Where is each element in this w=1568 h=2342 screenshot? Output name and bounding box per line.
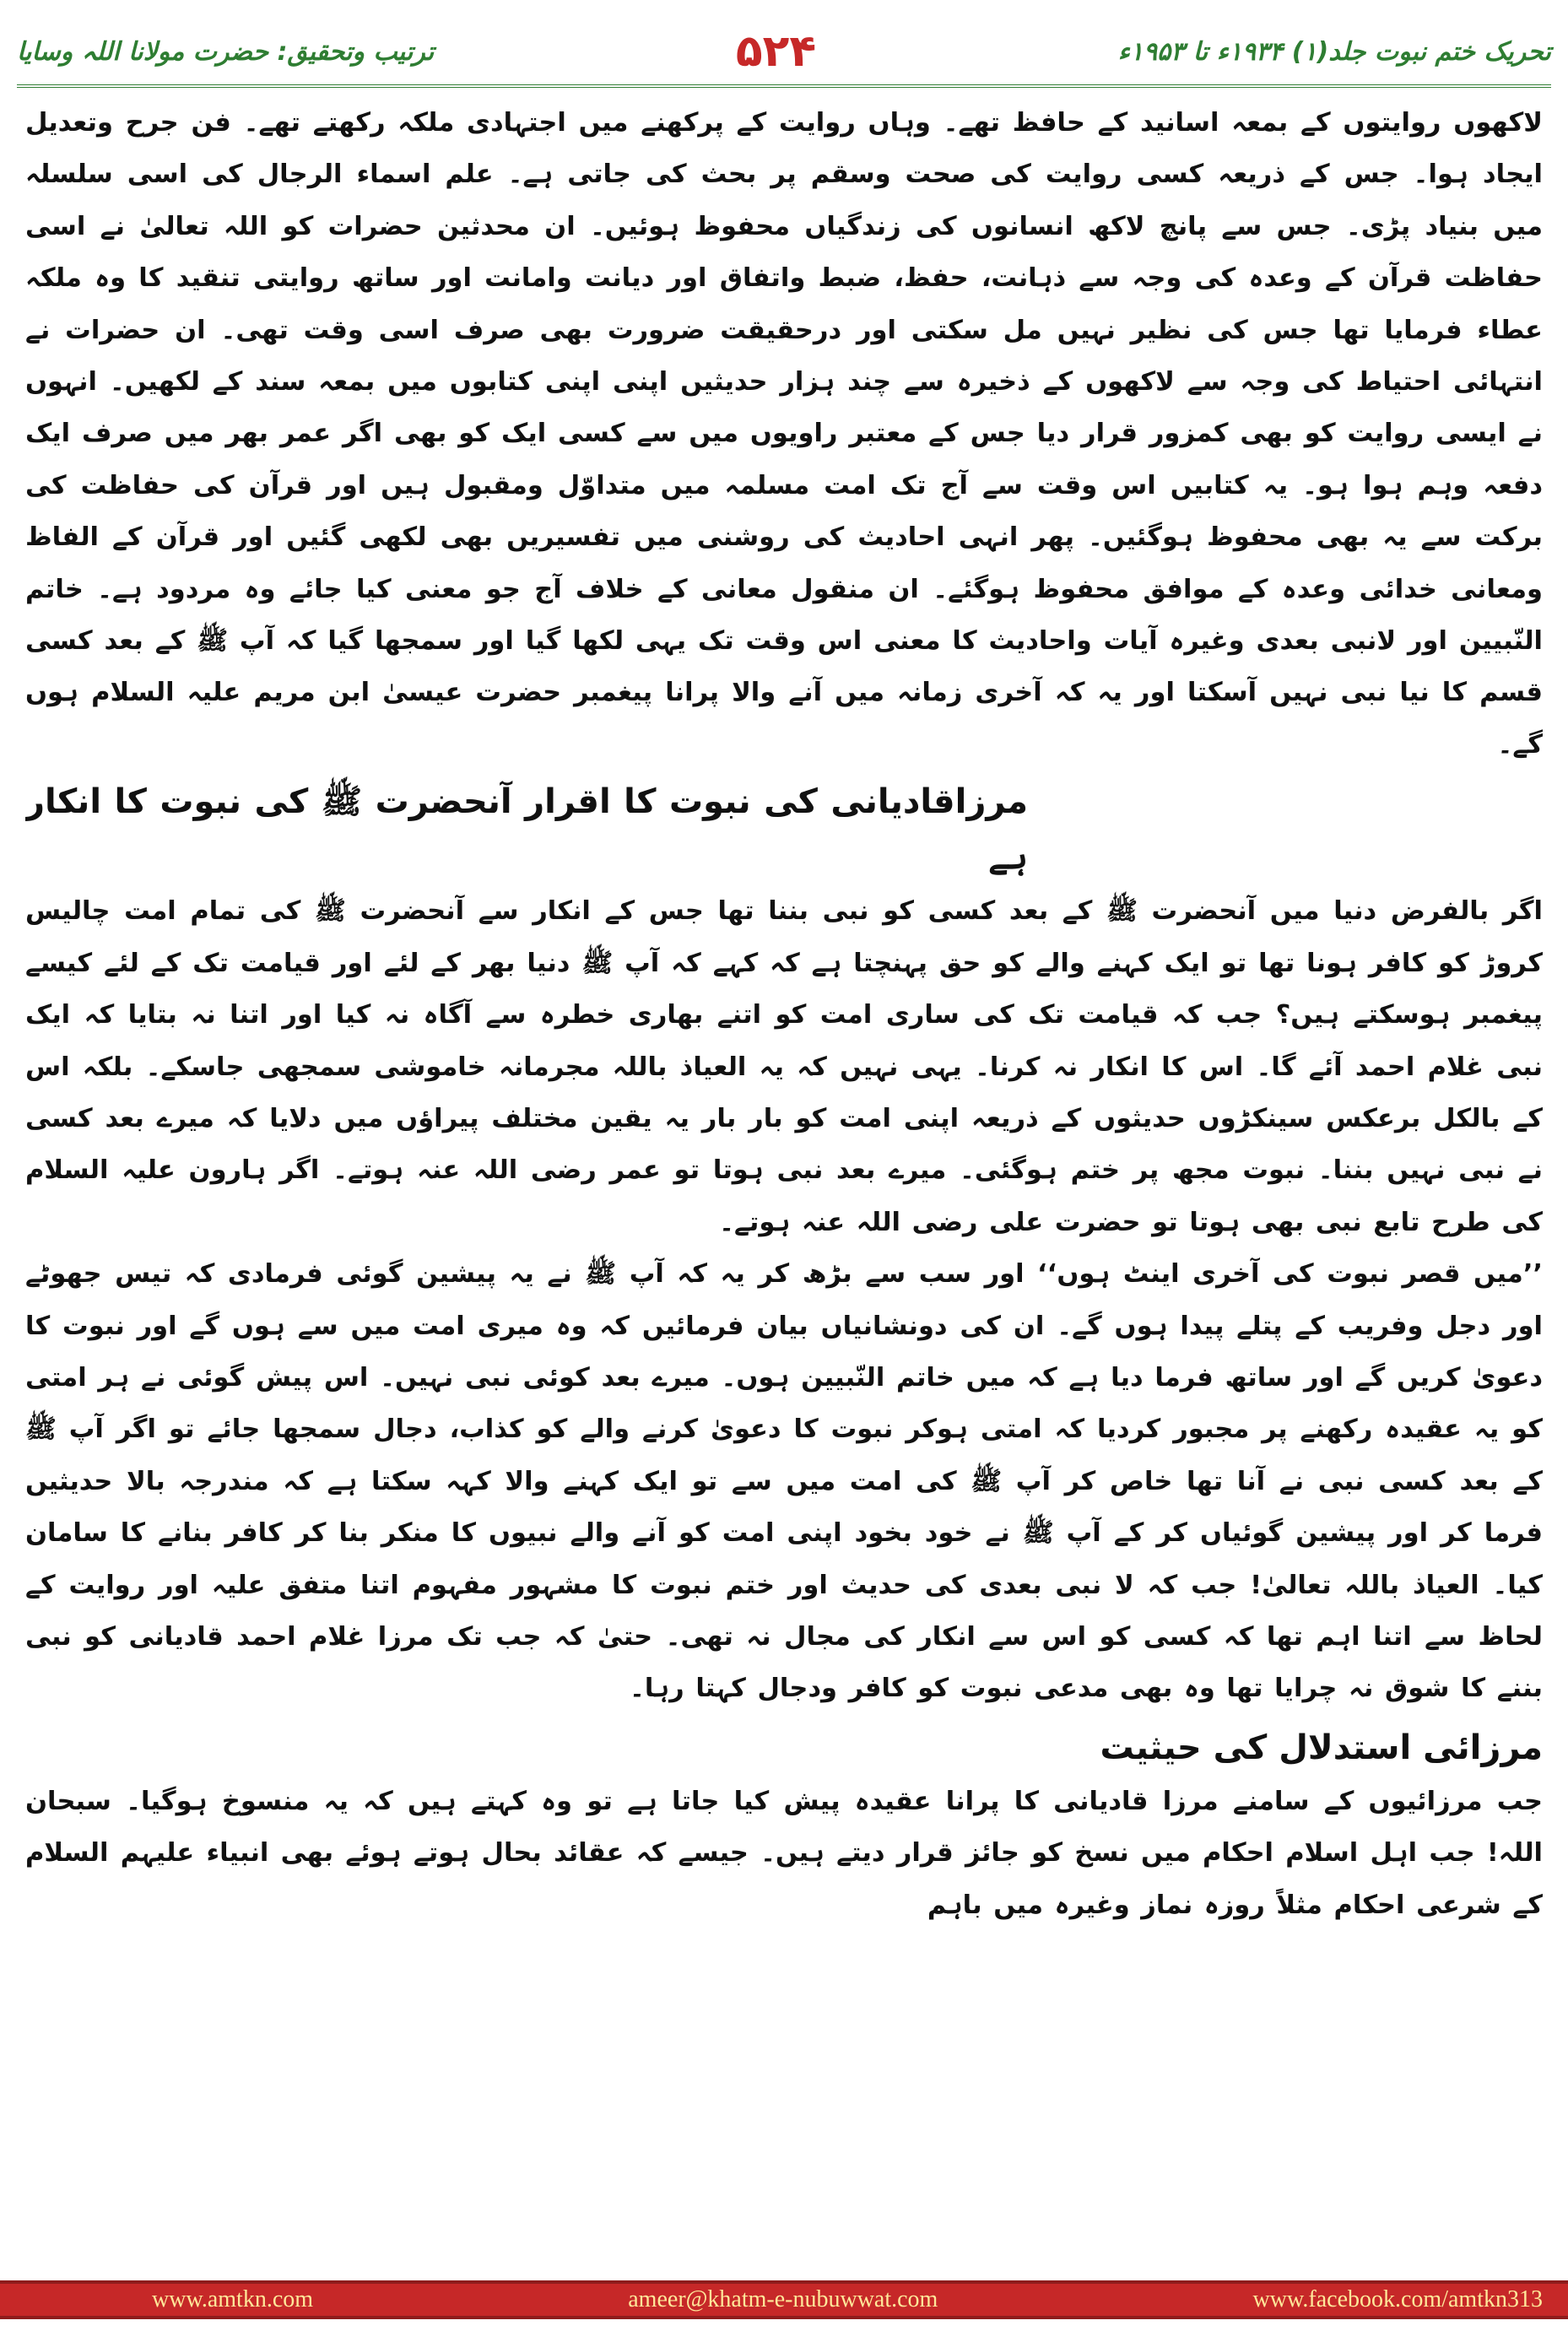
paragraph-prophecy: ’’میں قصر نبوت کی آخری اینٹ ہوں‘‘ اور سب سے بڑھ کر یہ کہ آپ ﷺ نے یہ پیشین گوئی فرمادی کہ تیس جھوٹے اور دجل وفریب کے پتلے پیدا ہوں گے۔ ان کی دونشانیاں بیان فرمائیں کہ وہ میری امت میں سے ہوں گے اور نبوت کا دعویٰ کریں گے اور ساتھ فرما دیا ہے کہ میں خاتم النّبیین ہوں۔ میرے بعد کوئی نبی نہیں۔ اس پیش گوئی نے ہر امتی کو یہ عقیدہ رکھنے پر مجبور کردیا کہ امتی ہوکر نبوت کا دعویٰ کرنے والے کو کذاب، دجال سمجھا جائے تو اگر آپ ﷺ کے بعد کسی نبی نے آنا تھا خاص کر آپ ﷺ کی امت میں سے تو ایک کہنے والا کہہ سکتا ہے کہ مندرجہ بالا حدیثیں فرما کر اور پیشین گوئیاں کر کے آپ ﷺ نے خود بخود اپنی امت کو آنے والے نبیوں کا منکر بنا کر کافر بنانے کا سامان کیا۔ العیاذ باللہ تعالیٰ! جب کہ لا نبی بعدی کی حدیث اور ختم نبوت کا مشہور مفہوم اتنا متفق علیہ اور روایت کے لحاظ سے اتنا اہم تھا کہ کسی کو اس سے انکار کی مجال نہ تھی۔ حتیٰ کہ جب تک مرزا غلام احمد قادیانی کو نبی بننے کا شوق نہ چرایا تھا وہ بھی مدعی نبوت کو کافر ودجال کہتا رہا۔ — [25, 1259, 1543, 1704]
paragraph-argument: اگر بالفرض دنیا میں آنحضرت ﷺ کے بعد کسی کو نبی بننا تھا جس کے انکار سے آنحضرت ﷺ کی تمام امت چالیس کروڑ کو کافر ہونا تھا تو ایک کہنے والے کو حق پہنچتا ہے کہ کہے کہ آپ ﷺ دنیا بھر کے لئے اور قیامت تک کے لئے کیسے پیغمبر ہوسکتے ہیں؟ جب کہ قیامت تک کی ساری امت کو اتنے بھاری خطرہ سے آگاہ نہ کیا اور اتنا نہ بتایا کہ ایک نبی غلام احمد آئے گا۔ اس کا انکار نہ کرنا۔ یہی نہیں کہ یہ العیاذ باللہ مجرمانہ خاموشی سمجھی جاسکے۔ بلکہ اس کے بالکل برعکس سینکڑوں حدیثوں کے ذریعہ اپنی امت کو بار بار یہ یقین مختلف پیراؤں میں دلایا کہ میرے بعد کسی نے نبی نہیں بننا۔ نبوت مجھ پر ختم ہوگئی۔ میرے بعد نبی ہوتا تو عمر رضی اللہ عنہ ہوتے۔ اگر ہارون علیہ السلام کی طرح تابع نبی بھی ہوتا تو حضرت علی رضی اللہ عنہ ہوتے۔ — [25, 896, 1543, 1237]
paragraph-hadith-preservation: لاکھوں روایتوں کے بمعہ اسانید کے حافظ تھے۔ وہاں روایت کے پرکھنے میں اجتہادی ملکہ رکھتے تھے۔ فن جرح وتعدیل ایجاد ہوا۔ جس کے ذریعہ کسی روایت کی صحت وسقم پر بحث کی جاتی ہے۔ علم اسماء الرجال کی اسی سلسلہ میں بنیاد پڑی۔ جس سے پانچ لاکھ انسانوں کی زندگیاں محفوظ ہوئیں۔ ان محدثین حضرات کو اللہ تعالیٰ نے اسی حفاظت قرآن کے وعدہ کی وجہ سے ذہانت، حفظ، ضبط واتفاق اور دیانت وامانت اور ساتھ روایتی تنقید کا وہ ملکہ عطاء فرمایا تھا جس کی نظیر نہیں مل سکتی اور درحقیقت ضرورت بھی صرف اسی وقت تھی۔ ان حضرات نے انتہائی احتیاط کی وجہ سے لاکھوں کے ذخیرہ سے چند ہزار حدیثیں اپنی اپنی کتابوں میں بمعہ سند کے لکھیں۔ انہوں نے ایسی روایت کو بھی کمزور قرار دیا جس کے معتبر راویوں میں سے کسی ایک کو بھی اگر عمر بھر میں صرف ایک دفعہ وہم ہوا ہو۔ یہ کتابیں اس وقت سے آج تک امت مسلمہ میں متداوّل ومقبول ہیں اور قرآن کی حفاظت کی برکت سے یہ بھی محفوظ ہوگئیں۔ پھر انہی احادیث کی روشنی میں تفسیریں بھی لکھی گئیں اور قرآن کے الفاظ ومعانی خدائی وعدہ کے موافق محفوظ ہوگئے۔ ان منقول معانی کے خلاف آج جو معنی کیا جائے وہ مردود ہے۔ خاتم النّبیین اور لانبی بعدی وغیرہ آیات واحادیث کا معنی اس وقت تک یہی لکھا گیا اور سمجھا گیا کہ آپ ﷺ کے بعد کسی قسم کا نیا نبی نہیں آسکتا اور یہ کہ آخری زمانہ میں آنے والا پرانا پیغمبر حضرت عیسیٰ ابن مریم علیہ السلام ہوں گے۔ — [25, 108, 1543, 760]
page-number: ۵۲۴ — [735, 26, 817, 77]
paragraph-abrogation: جب مرزائیوں کے سامنے مرزا قادیانی کا پرانا عقیدہ پیش کیا جاتا ہے تو وہ کہتے ہیں کہ یہ منسوخ ہوگیا۔ سبحان اللہ! جب اہل اسلام احکام میں نسخ کو جائز قرار دیتے ہیں۔ جیسے کہ عقائد بحال ہوتے ہوئے بھی انبیاء علیہم السلام کے شرعی احکام مثلاً روزہ نماز وغیرہ میں باہم — [25, 1786, 1543, 1920]
facebook-link[interactable]: www.facebook.com/amtkn313 — [1252, 2286, 1543, 2312]
section-heading-mirzai-reasoning: مرزائی استدلال کی حیثیت — [1100, 1728, 1543, 1767]
page-body — [25, 97, 1543, 2258]
book-title: تحریک ختم نبوت جلد(۱) ۱۹۳۴ء تا ۱۹۵۳ء — [1117, 36, 1551, 67]
compiler-credit: ترتیب وتحقیق: حضرت مولانا اللہ وسایا — [17, 36, 435, 67]
email-link[interactable]: ameer@khatm-e-nubuwwat.com — [628, 2286, 938, 2312]
header-divider — [17, 84, 1551, 88]
website-link[interactable]: www.amtkn.com — [152, 2286, 314, 2312]
page-header — [17, 22, 1551, 81]
section-heading-prophethood-claim: مرزاقادیانی کی نبوت کا اقرار آنحضرت ﷺ کی نبوت کا انکار ہے — [25, 782, 1028, 878]
page-footer — [0, 2280, 1568, 2319]
